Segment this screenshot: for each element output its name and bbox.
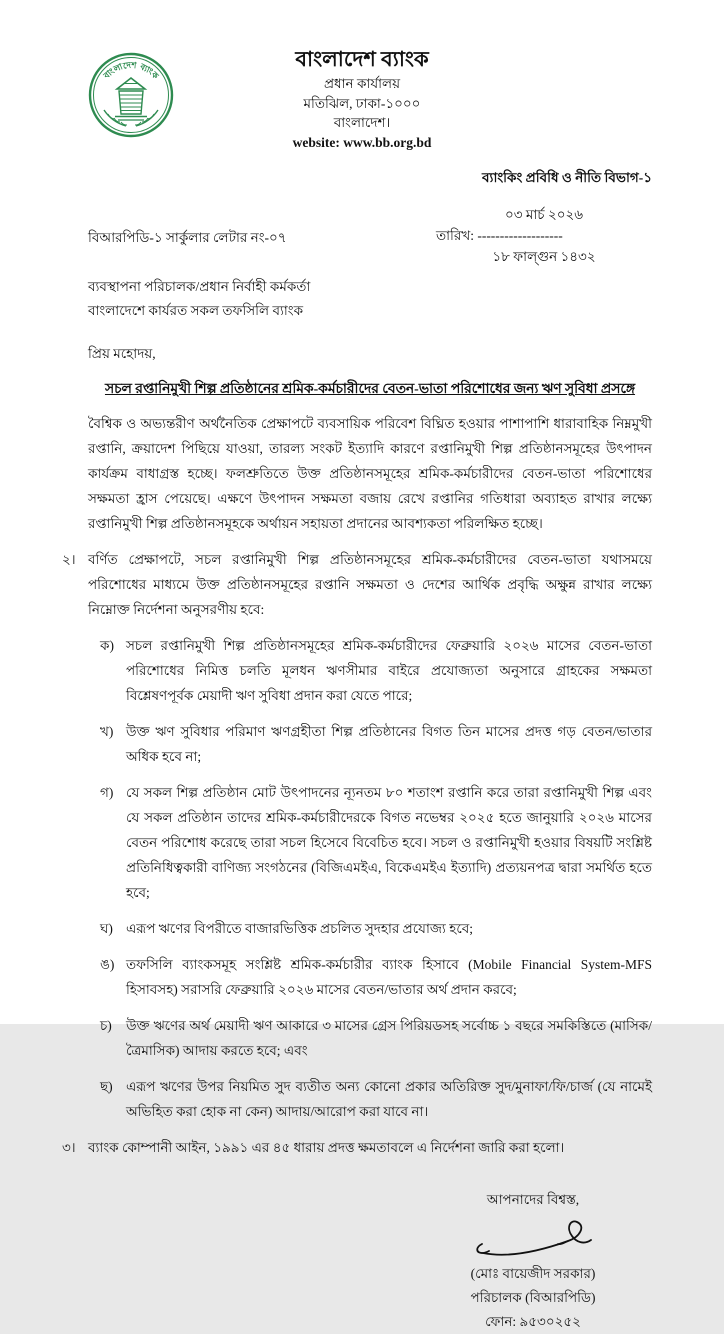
list-item-ka-marker: ক) [100, 638, 114, 653]
list-item-uma [100, 952, 652, 1002]
paragraph-3 [62, 1135, 652, 1160]
bank-name: বাংলাদেশ ব্যাংক [295, 47, 429, 71]
letterhead-center [232, 46, 492, 153]
paragraph-3-text: ব্যাংক কোম্পানী আইন, ১৯৯১ এর ৪৫ ধারায় প্রদত্ত ক্ষমতাবলে এ নির্দেশনা জারি করা হলো। [88, 1140, 565, 1155]
list-item-uma-marker: ঙ) [100, 957, 115, 972]
list-item-ga-text: যে সকল শিল্প প্রতিষ্ঠান মোট উৎপাদনের ন্যূনতম ৮০ শতাংশ রপ্তানি করে তারা রপ্তানিমুখী শিল্প এবং যে সকল প্রতিষ্ঠান তাদের শ্রমিক-কর্মচারীদেরকে বিগত নভেম্বর ২০২৫ হতে জানুয়ারি ২০২৬ মাসের বেতন পরিশোধ করেছে তারা সচল হিসেবে বিবেচিত হবে। সচল ও রপ্তানিমুখী হওয়ার বিষয়টি সংশ্লিষ্ট প্রতিনিধিত্বকারী বাণিজ্য সংগঠনের (বিজিএমইএ, বিকেএমইএ ইত্যাদি) প্রত্যয়নপত্র দ্বারা সমর্থিত হতে হবে; [126, 785, 652, 900]
subject-line: সচল রপ্তানিমুখী শিল্প প্রতিষ্ঠানের শ্রমিক-কর্মচারীদের বেতন-ভাতা পরিশোধের জন্য ঋণ সুবিধা প্রসঙ্গে [104, 381, 636, 396]
list-item-uma-text: তফসিলি ব্যাংকসমূহ সংশ্লিষ্ট শ্রমিক-কর্মচারীর ব্যাংক হিসাবে (Mobile Financial System-MFS হিসাবসহ) সরাসরি ফেব্রুয়ারি ২০২৬ মাসের বেতন/ভাতার অর্থ প্রদান করবে; [126, 957, 652, 997]
list-item-kha [100, 719, 652, 769]
paragraph-2-number: ২। [62, 552, 76, 567]
paragraph-2-text: বর্ণিত প্রেক্ষাপটে, সচল রপ্তানিমুখী শিল্প প্রতিষ্ঠানসমূহের শ্রমিক-কর্মচারীদের বেতন-ভাতা যথাসময়ে পরিশোধের মাধ্যমে উক্ত প্রতিষ্ঠানসমূহের রপ্তানি সক্ষমতা ও দেশের আর্থিক প্রবৃদ্ধি অক্ষুন্ন রাখার লক্ষ্যে নিম্নোক্ত নির্দেশনা অনুসরণীয় হবে: [88, 552, 652, 617]
list-item-ga [100, 780, 652, 905]
handwritten-signature [428, 1216, 638, 1262]
date-bengali: ১৮ ফাল্গুন ১৪৩২ [492, 249, 596, 264]
list-item-chha [100, 1074, 652, 1124]
circular-number: বিআরপিডি-১ সার্কুলার লেটার নং-০৭ [88, 230, 287, 245]
addressee-block [0, 267, 724, 323]
list-item-cha-marker: চ) [100, 1018, 112, 1033]
letterhead [0, 46, 724, 194]
date-gregorian: ০৩ মার্চ ২০২৬ [504, 207, 584, 222]
letter-body [0, 401, 724, 1160]
signatory-designation: পরিচালক (বিআরপিডি) [470, 1290, 596, 1305]
addressee-line1: ব্যবস্থাপনা পরিচালক/প্রধান নির্বাহী কর্মকর্তা [88, 279, 311, 294]
website-link[interactable]: website: www.bb.org.bd [292, 134, 432, 150]
list-item-ka [100, 633, 652, 708]
country-line: বাংলাদেশ। [333, 115, 391, 130]
signature-block [428, 1188, 638, 1334]
reference-row [0, 194, 724, 267]
date-block [436, 204, 652, 267]
head-office-line: প্রধান কার্যালয় [323, 76, 401, 91]
bank-seal-icon [88, 52, 174, 138]
signatory-name: (মোঃ বায়েজীদ সরকার) [470, 1266, 596, 1281]
list-item-kha-marker: খ) [100, 724, 114, 739]
list-item-ka-text: সচল রপ্তানিমুখী শিল্প প্রতিষ্ঠানসমূহের শ্রমিক-কর্মচারীদের ফেব্রুয়ারি ২০২৬ মাসের বেতন-ভাতা পরিশোধের নিমিত্ত চলতি মূলধন ঋণসীমার বাইরে প্রযোজ্যতা অনুসারে গ্রাহকের সক্ষমতা বিশ্লেষণপূর্বক মেয়াদী ঋণ সুবিধা প্রদান করা যেতে পারে; [126, 638, 652, 703]
list-item-chha-marker: ছ) [100, 1079, 113, 1094]
paragraph-1: বৈশ্বিক ও অভ্যন্তরীণ অর্থনৈতিক প্রেক্ষাপটে ব্যবসায়িক পরিবেশ বিঘ্নিত হওয়ার পাশাপাশি ধারাবাহিক নিম্নমুখী রপ্তানি, ক্রয়াদেশ পিছিয়ে যাওয়া, তারল্য সংকট ইত্যাদি কারণে রপ্তানিমুখী শিল্প প্রতিষ্ঠানসমূহের উৎপাদন কার্যক্রম বাধাগ্রস্ত হচ্ছে। ফলশ্রুতিতে উক্ত প্রতিষ্ঠানসমূহের শ্রমিক-কর্মচারীদের বেতন-ভাতা পরিশোধের সক্ষমতা হ্রাস পেয়েছে। এক্ষণে উৎপাদন সক্ষমতা বজায় রেখে রপ্তানির গতিধারা অব্যাহত রাখার লক্ষ্যে রপ্তানিমুখী শিল্প প্রতিষ্ঠানসমূহকে অর্থায়ন সহায়তা প্রদানের আবশ্যকতা পরিলক্ষিত হচ্ছে। [88, 416, 652, 531]
list-item-cha-text: উক্ত ঋণের অর্থ মেয়াদী ঋণ আকারে ৩ মাসের গ্রেস পিরিয়ডসহ সর্বোচ্চ ১ বছরে সমকিস্তিতে (মাসিক/ত্রৈমাসিক) আদায় করতে হবে; এবং [126, 1018, 652, 1058]
closing-line: আপনাদের বিশ্বস্ত, [486, 1192, 580, 1207]
department-name: ব্যাংকিং প্রবিধি ও নীতি বিভাগ-১ [482, 170, 652, 185]
address-line: মতিঝিল, ঢাকা-১০০০ [303, 95, 421, 111]
list-item-chha-text: এরূপ ঋণের উপর নিয়মিত সুদ ব্যতীত অন্য কোনো প্রকার অতিরিক্ত সুদ/মুনাফা/ফি/চার্জ (যে নামেই অভিহিত করা হোক না কেন) আদায়/আরোপ করা যাবে না। [126, 1079, 652, 1119]
bangladesh-bank-logo [88, 52, 174, 138]
list-item-kha-text: উক্ত ঋণ সুবিধার পরিমাণ ঋণগ্রহীতা শিল্প প্রতিষ্ঠানের বিগত তিন মাসের প্রদত্ত গড় বেতন/ভাতার অধিক হবে না; [126, 724, 652, 764]
paragraph-3-number: ৩। [62, 1140, 76, 1155]
signatory-phone: ফোন: ৯৫৩০২৫২ [485, 1314, 581, 1329]
paragraph-2 [62, 547, 652, 622]
subject-row [0, 370, 724, 401]
list-item-gha-text: এরূপ ঋণের বিপরীতে বাজারভিত্তিক প্রচলিত সুদহার প্রযোজ্য হবে; [126, 921, 474, 936]
list-item-gha-marker: ঘ) [100, 921, 113, 936]
signature-icon [468, 1216, 598, 1262]
date-label-line: তারিখ: ------------------- [436, 228, 563, 243]
list-item-gha [100, 916, 652, 941]
list-item-ga-marker: গ) [100, 785, 114, 800]
addressee-line2: বাংলাদেশে কার্যরত সকল তফসিলি ব্যাংক [88, 303, 304, 318]
salutation: প্রিয় মহোদয়, [88, 346, 156, 361]
svg-text:বাংলাদেশ ব্যাংক: বাংলাদেশ ব্যাংক [102, 60, 161, 82]
list-item-cha [100, 1013, 652, 1063]
